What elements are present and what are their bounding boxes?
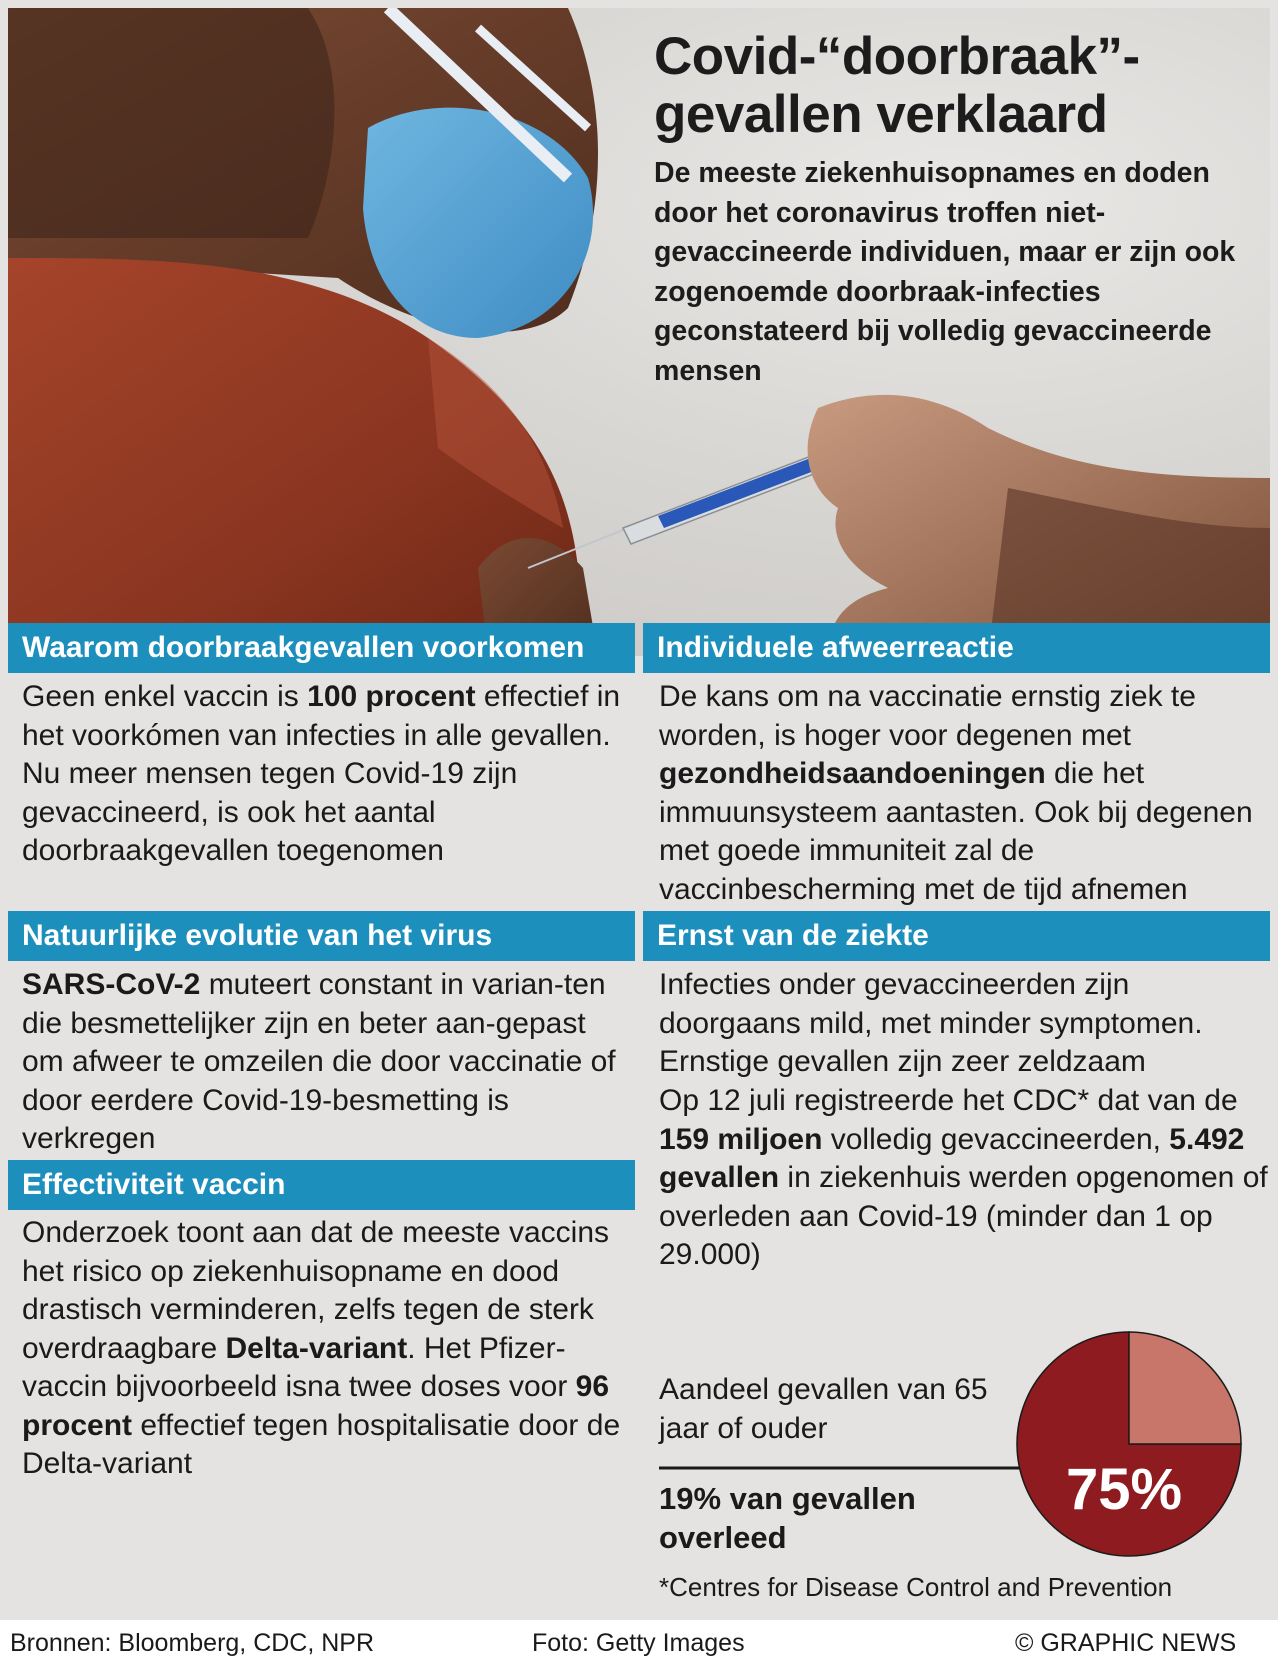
heading-individueel: Individuele afweerreactie xyxy=(643,623,1270,673)
body-waarom: Geen enkel vaccin is 100 procent effectief in het voorkómen van infecties in alle gevallen. Nu meer mensen tegen Covid-19 zijn gevaccineerd, is ook het aantal doorbraakgevallen toegenomen xyxy=(22,680,621,867)
pie-value-label: 75% xyxy=(1066,1457,1183,1522)
pie-chart xyxy=(1014,1329,1244,1559)
heading-effectiviteit: Effectiviteit vaccin xyxy=(8,1160,635,1210)
heading-waarom: Waarom doorbraakgevallen voorkomen xyxy=(8,623,635,673)
deaths-share-text: 19% van gevallen overleed xyxy=(659,1481,916,1555)
share-65-plus-label: Aandeel gevallen van 65 jaar of ouder xyxy=(659,1373,988,1445)
graphic-news-credit: © GRAPHIC NEWS xyxy=(1015,1629,1237,1657)
body-ernst-intro: Infecties onder gevaccineerden zijn doorgaans mild, met minder symptomen. Ernstige gevallen zijn zeer zeldzaam xyxy=(659,968,1203,1078)
body-evolutie: SARS-CoV-2 muteert constant in varian-ten die besmettelijker zijn en beter aan-gepast om afweer te omzeilen die door vaccinatie of door eerdere Covid-19-besmetting is verkregen xyxy=(22,968,616,1155)
sources-credit: Bronnen: Bloomberg, CDC, NPR xyxy=(10,1629,375,1657)
heading-ernst: Ernst van de ziekte xyxy=(643,911,1270,961)
pie-svg xyxy=(1014,1329,1244,1559)
photo-credit: Foto: Getty Images xyxy=(532,1629,745,1657)
pie-slice-1 xyxy=(1129,1332,1241,1444)
footer xyxy=(0,1620,1278,1667)
intro-text: De meeste ziekenhuisopnames en doden door het coronavirus troffen niet-gevaccineerde individuen, maar er zijn ook zogenoemde doorbraak-infecties geconstateerd bij volledig gevaccineerde mensen xyxy=(654,157,1236,387)
body-effectiviteit: Onderzoek toont aan dat de meeste vaccins het risico op ziekenhuisopname en dood drastisch verminderen, zelfs tegen de sterk overdraagbare Delta-variant. Het Pfizer-vaccin bijvoorbeeld isna twee doses voor 96 procent effectief tegen hospitalisatie door de Delta-variant xyxy=(22,1216,621,1480)
body-ernst-cdc: Op 12 juli registreerde het CDC* dat van de 159 miljoen volledig gevaccineerden, 5.492 gevallen in ziekenhuis werden opgenomen of overleden aan Covid-19 (minder dan 1 op 29.000) xyxy=(659,1084,1268,1271)
body-individueel: De kans om na vaccinatie ernstig ziek te worden, is hoger voor degenen met gezondheidsaandoeningen die het immuunsysteem aantasten. Ook bij degenen met goede immuniteit zal de vaccinbescherming met de tijd afnemen xyxy=(659,680,1253,906)
heading-evolutie: Natuurlijke evolutie van het virus xyxy=(8,911,635,961)
footnote: *Centres for Disease Control and Prevention xyxy=(659,1572,1173,1602)
page-title: Covid-“doorbraak”-gevallen verklaard xyxy=(654,27,1140,144)
